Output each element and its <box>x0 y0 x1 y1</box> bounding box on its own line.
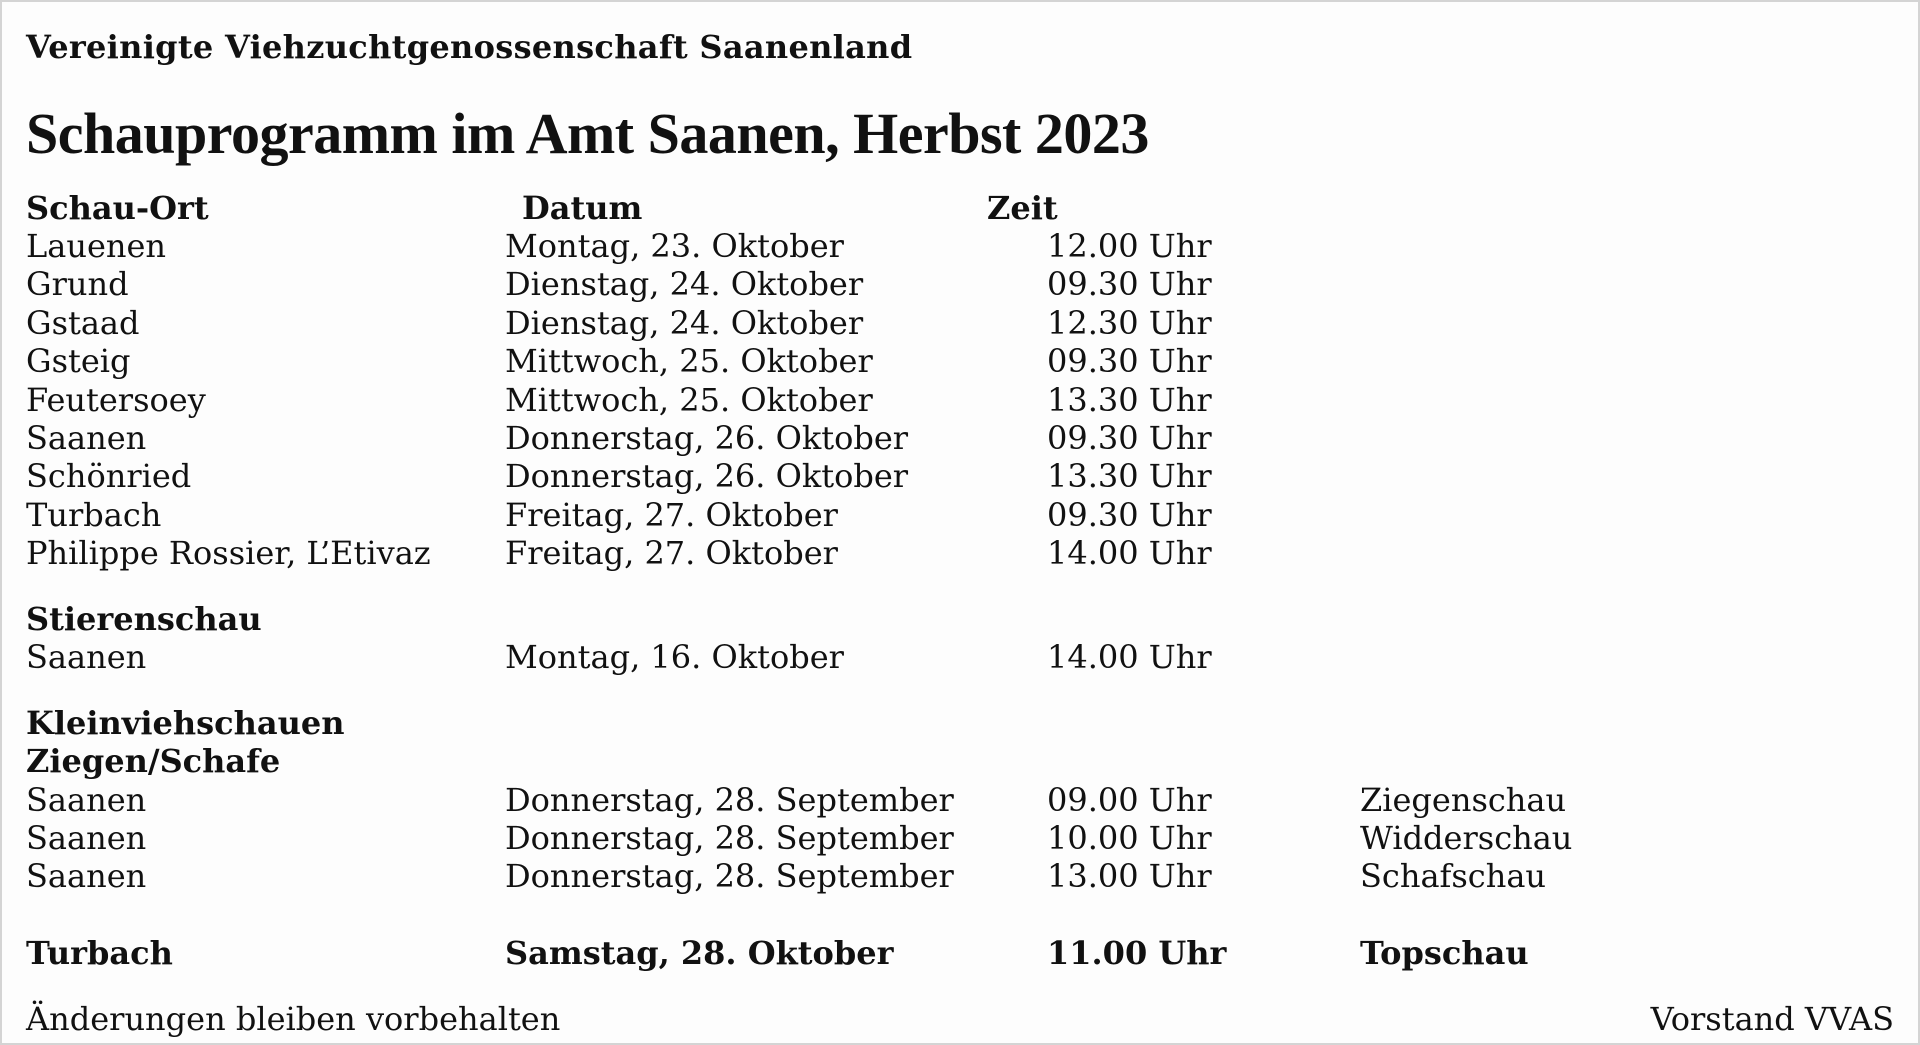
row-date: Dienstag, 24. Oktober <box>505 304 864 342</box>
row-time: 09.30 Uhr <box>1047 342 1212 380</box>
top-show-location: Turbach <box>26 934 173 972</box>
row-time: 09.00 Uhr <box>1047 781 1212 819</box>
row-time: 14.00 Uhr <box>1047 638 1212 676</box>
row-date: Montag, 23. Oktober <box>505 227 844 265</box>
table-row <box>2 818 1918 858</box>
row-time: 09.30 Uhr <box>1047 265 1212 303</box>
row-date: Freitag, 27. Oktober <box>505 496 838 534</box>
row-note: Ziegenschau <box>1360 781 1567 819</box>
row-time: 13.00 Uhr <box>1047 857 1212 895</box>
row-location: Saanen <box>26 857 147 895</box>
table-row <box>2 533 1918 573</box>
row-date: Donnerstag, 28. September <box>505 781 954 819</box>
section-heading-bull-show <box>2 599 1918 639</box>
row-time: 12.30 Uhr <box>1047 304 1212 342</box>
row-location: Grund <box>26 265 129 303</box>
table-row <box>2 380 1918 420</box>
footer-disclaimer: Änderungen bleiben vorbehalten <box>26 1000 561 1038</box>
row-time: 09.30 Uhr <box>1047 419 1212 457</box>
top-show-note: Topschau <box>1360 934 1529 972</box>
row-date: Montag, 16. Oktober <box>505 638 844 676</box>
row-note: Schafschau <box>1360 857 1547 895</box>
row-location: Feutersoey <box>26 381 206 419</box>
bull-show-heading: Stierenschau <box>26 600 262 638</box>
table-row <box>2 780 1918 820</box>
row-location: Saanen <box>26 781 147 819</box>
row-date: Dienstag, 24. Oktober <box>505 265 864 303</box>
table-row <box>2 264 1918 304</box>
row-time: 10.00 Uhr <box>1047 819 1212 857</box>
row-location: Philippe Rossier, L’Etivaz <box>26 534 431 572</box>
header-time: Zeit <box>987 189 1058 227</box>
row-date: Mittwoch, 25. Oktober <box>505 381 873 419</box>
table-row <box>2 456 1918 496</box>
top-show-date: Samstag, 28. Oktober <box>505 934 894 972</box>
row-location: Saanen <box>26 419 147 457</box>
row-time: 09.30 Uhr <box>1047 496 1212 534</box>
row-time: 13.30 Uhr <box>1047 457 1212 495</box>
table-row <box>2 495 1918 535</box>
section-subheading-small-livestock <box>2 741 1918 781</box>
table-row <box>2 303 1918 343</box>
row-location: Saanen <box>26 819 147 857</box>
table-row <box>2 341 1918 381</box>
row-date: Donnerstag, 28. September <box>505 819 954 857</box>
row-time: 14.00 Uhr <box>1047 534 1212 572</box>
row-note: Widderschau <box>1360 819 1573 857</box>
small-livestock-heading-2: Ziegen/Schafe <box>26 742 281 780</box>
section-heading-small-livestock <box>2 703 1918 743</box>
row-location: Gstaad <box>26 304 140 342</box>
footer-signature: Vorstand VVAS <box>1650 1000 1894 1038</box>
table-row <box>2 226 1918 266</box>
row-date: Donnerstag, 28. September <box>505 857 954 895</box>
top-show-time: 11.00 Uhr <box>1047 934 1227 972</box>
row-location: Lauenen <box>26 227 167 265</box>
page-title: Schauprogramm im Amt Saanen, Herbst 2023 <box>26 101 1149 166</box>
small-livestock-heading-1: Kleinviehschauen <box>26 704 345 742</box>
header-date: Datum <box>522 189 643 227</box>
row-date: Freitag, 27. Oktober <box>505 534 838 572</box>
top-show-row <box>2 933 1918 973</box>
header-location: Schau-Ort <box>26 189 209 227</box>
table-header <box>2 188 1918 228</box>
row-time: 12.00 Uhr <box>1047 227 1212 265</box>
row-location: Schönried <box>26 457 192 495</box>
table-row <box>2 856 1918 896</box>
table-row <box>2 637 1918 677</box>
row-location: Turbach <box>26 496 162 534</box>
row-location: Gsteig <box>26 342 131 380</box>
row-location: Saanen <box>26 638 147 676</box>
row-time: 13.30 Uhr <box>1047 381 1212 419</box>
organization-name: Vereinigte Viehzuchtgenossenschaft Saanenland <box>26 28 913 66</box>
table-row <box>2 418 1918 458</box>
row-date: Donnerstag, 26. Oktober <box>505 419 909 457</box>
row-date: Mittwoch, 25. Oktober <box>505 342 873 380</box>
row-date: Donnerstag, 26. Oktober <box>505 457 909 495</box>
